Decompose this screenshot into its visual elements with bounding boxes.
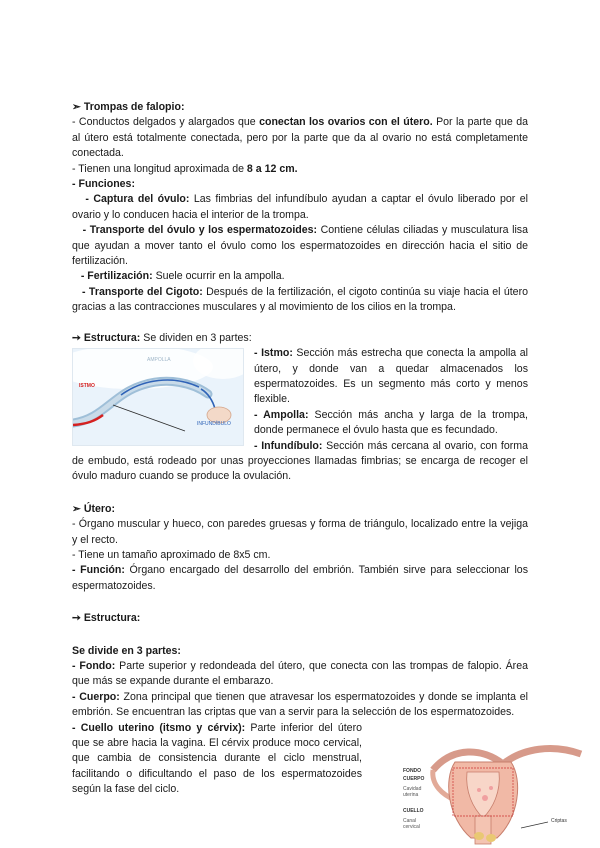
paragraph-conductos: - Conductos delgados y alargados que conectan los ovarios con el útero. Por la parte que da al útero está totalmente conectada, pero por la parte que da al ovario no está completamente conectada.	[72, 116, 528, 160]
paragraph-funcion: - Función: Órgano encargado del desarrollo del embrión. También sirve para seleccionar los espermatozoides.	[72, 564, 528, 592]
parte-cuerpo: - Cuerpo: Zona principal que tienen que atravesar los espermatozoides y donde se implanta el embrión. Se encuentran las criptas que van a servir para la selección de los espermatozoides.	[72, 690, 528, 719]
se-divide-heading: Se divide en 3 partes:	[72, 644, 181, 657]
fallopian-tube-figure	[72, 348, 244, 446]
figure-label-canal: Canal cervical	[403, 818, 420, 830]
parte-infundibulo: - Infundíbulo: Sección más cercana al ovario, con forma de embudo, está rodeado por unas proyecciones llamadas fimbrias; se encarga de recoger el óvulo maduro cuando se produce la ovulación.	[72, 439, 528, 483]
funciones-label: - Funciones:	[72, 178, 135, 191]
parte-ampolla: - Ampolla: Sección más ancha y larga de la trompa, donde permanece el óvulo hasta que es fecundado.	[254, 408, 528, 437]
figure-label-istmo: ISTMO	[79, 383, 95, 390]
document-body	[72, 100, 528, 798]
figure-label-cavidad: Cavidad uterina	[403, 786, 422, 798]
parte-fondo: - Fondo: Parte superior y redondeada del útero, que conecta con las trompas de falopio. Área que más se expande durante el embarazo.	[72, 660, 528, 688]
paragraph-longitud: - Tienen una longitud aproximada de 8 a 12 cm.	[72, 162, 298, 175]
figure-label-criptas: Criptas	[551, 818, 567, 824]
figure-label-cuello: CUELLO	[403, 808, 424, 814]
section-title-trompas: ➣ Trompas de falopio:	[72, 101, 185, 113]
estructura-utero-heading: ➙ Estructura:	[72, 612, 141, 625]
figure-label-infundibulo: INFUNDÍBULO	[197, 421, 231, 428]
figure-label-cuerpo: CUERPO	[403, 776, 425, 782]
figure-label-ampolla: AMPOLLA	[147, 357, 171, 364]
parte-cuello: - Cuello uterino (itsmo y cérvix): Parte inferior del útero que se abre hacia la vagina. El cérvix produce moco cervical, que cambia de consistencia durante el ciclo menstrual, facilitando o dificultando el paso de los espermatozoides según la fase del ciclo.	[72, 721, 362, 796]
paragraph-organo: - Órgano muscular y hueco, con paredes gruesas y forma de triángulo, localizado entre la vejiga y el recto.	[72, 518, 528, 546]
funcion-cigoto: - Transporte del Cigoto: Después de la fertilización, el cigoto continúa su viaje hacia el útero gracias a las contracciones musculares y al movimiento de los cilios en la trompa.	[72, 285, 528, 314]
funcion-fertilizacion: - Fertilización: Suele ocurrir en la ampolla.	[72, 270, 285, 283]
estructura-trompas-heading: ➙ Estructura: Se dividen en 3 partes:	[72, 331, 252, 344]
figure-label-fondo: FONDO	[403, 768, 422, 774]
paragraph-tamano: - Tiene un tamaño aproximado de 8x5 cm.	[72, 548, 271, 561]
parte-istmo: - Istmo: Sección más estrecha que conecta la ampolla al útero, y donde van a quedar almacenados los espermatozoides. Es un segmento más corto y menos flexible.	[254, 347, 528, 406]
funcion-captura: - Captura del óvulo: Las fimbrias del infundíbulo ayudan a captar el óvulo liberado por el ovario y lo conducen hacia el interior de la trompa.	[72, 193, 528, 221]
funcion-transporte: - Transporte del óvulo y los espermatozoides: Contiene células ciliadas y musculatura lisa que ayudan a mover tanto el óvulo como los espermatozoides en dirección hacia el sitio de fertilización.	[72, 224, 528, 268]
uterus-figure	[393, 740, 583, 848]
section-title-utero: ➣ Útero:	[72, 502, 116, 515]
